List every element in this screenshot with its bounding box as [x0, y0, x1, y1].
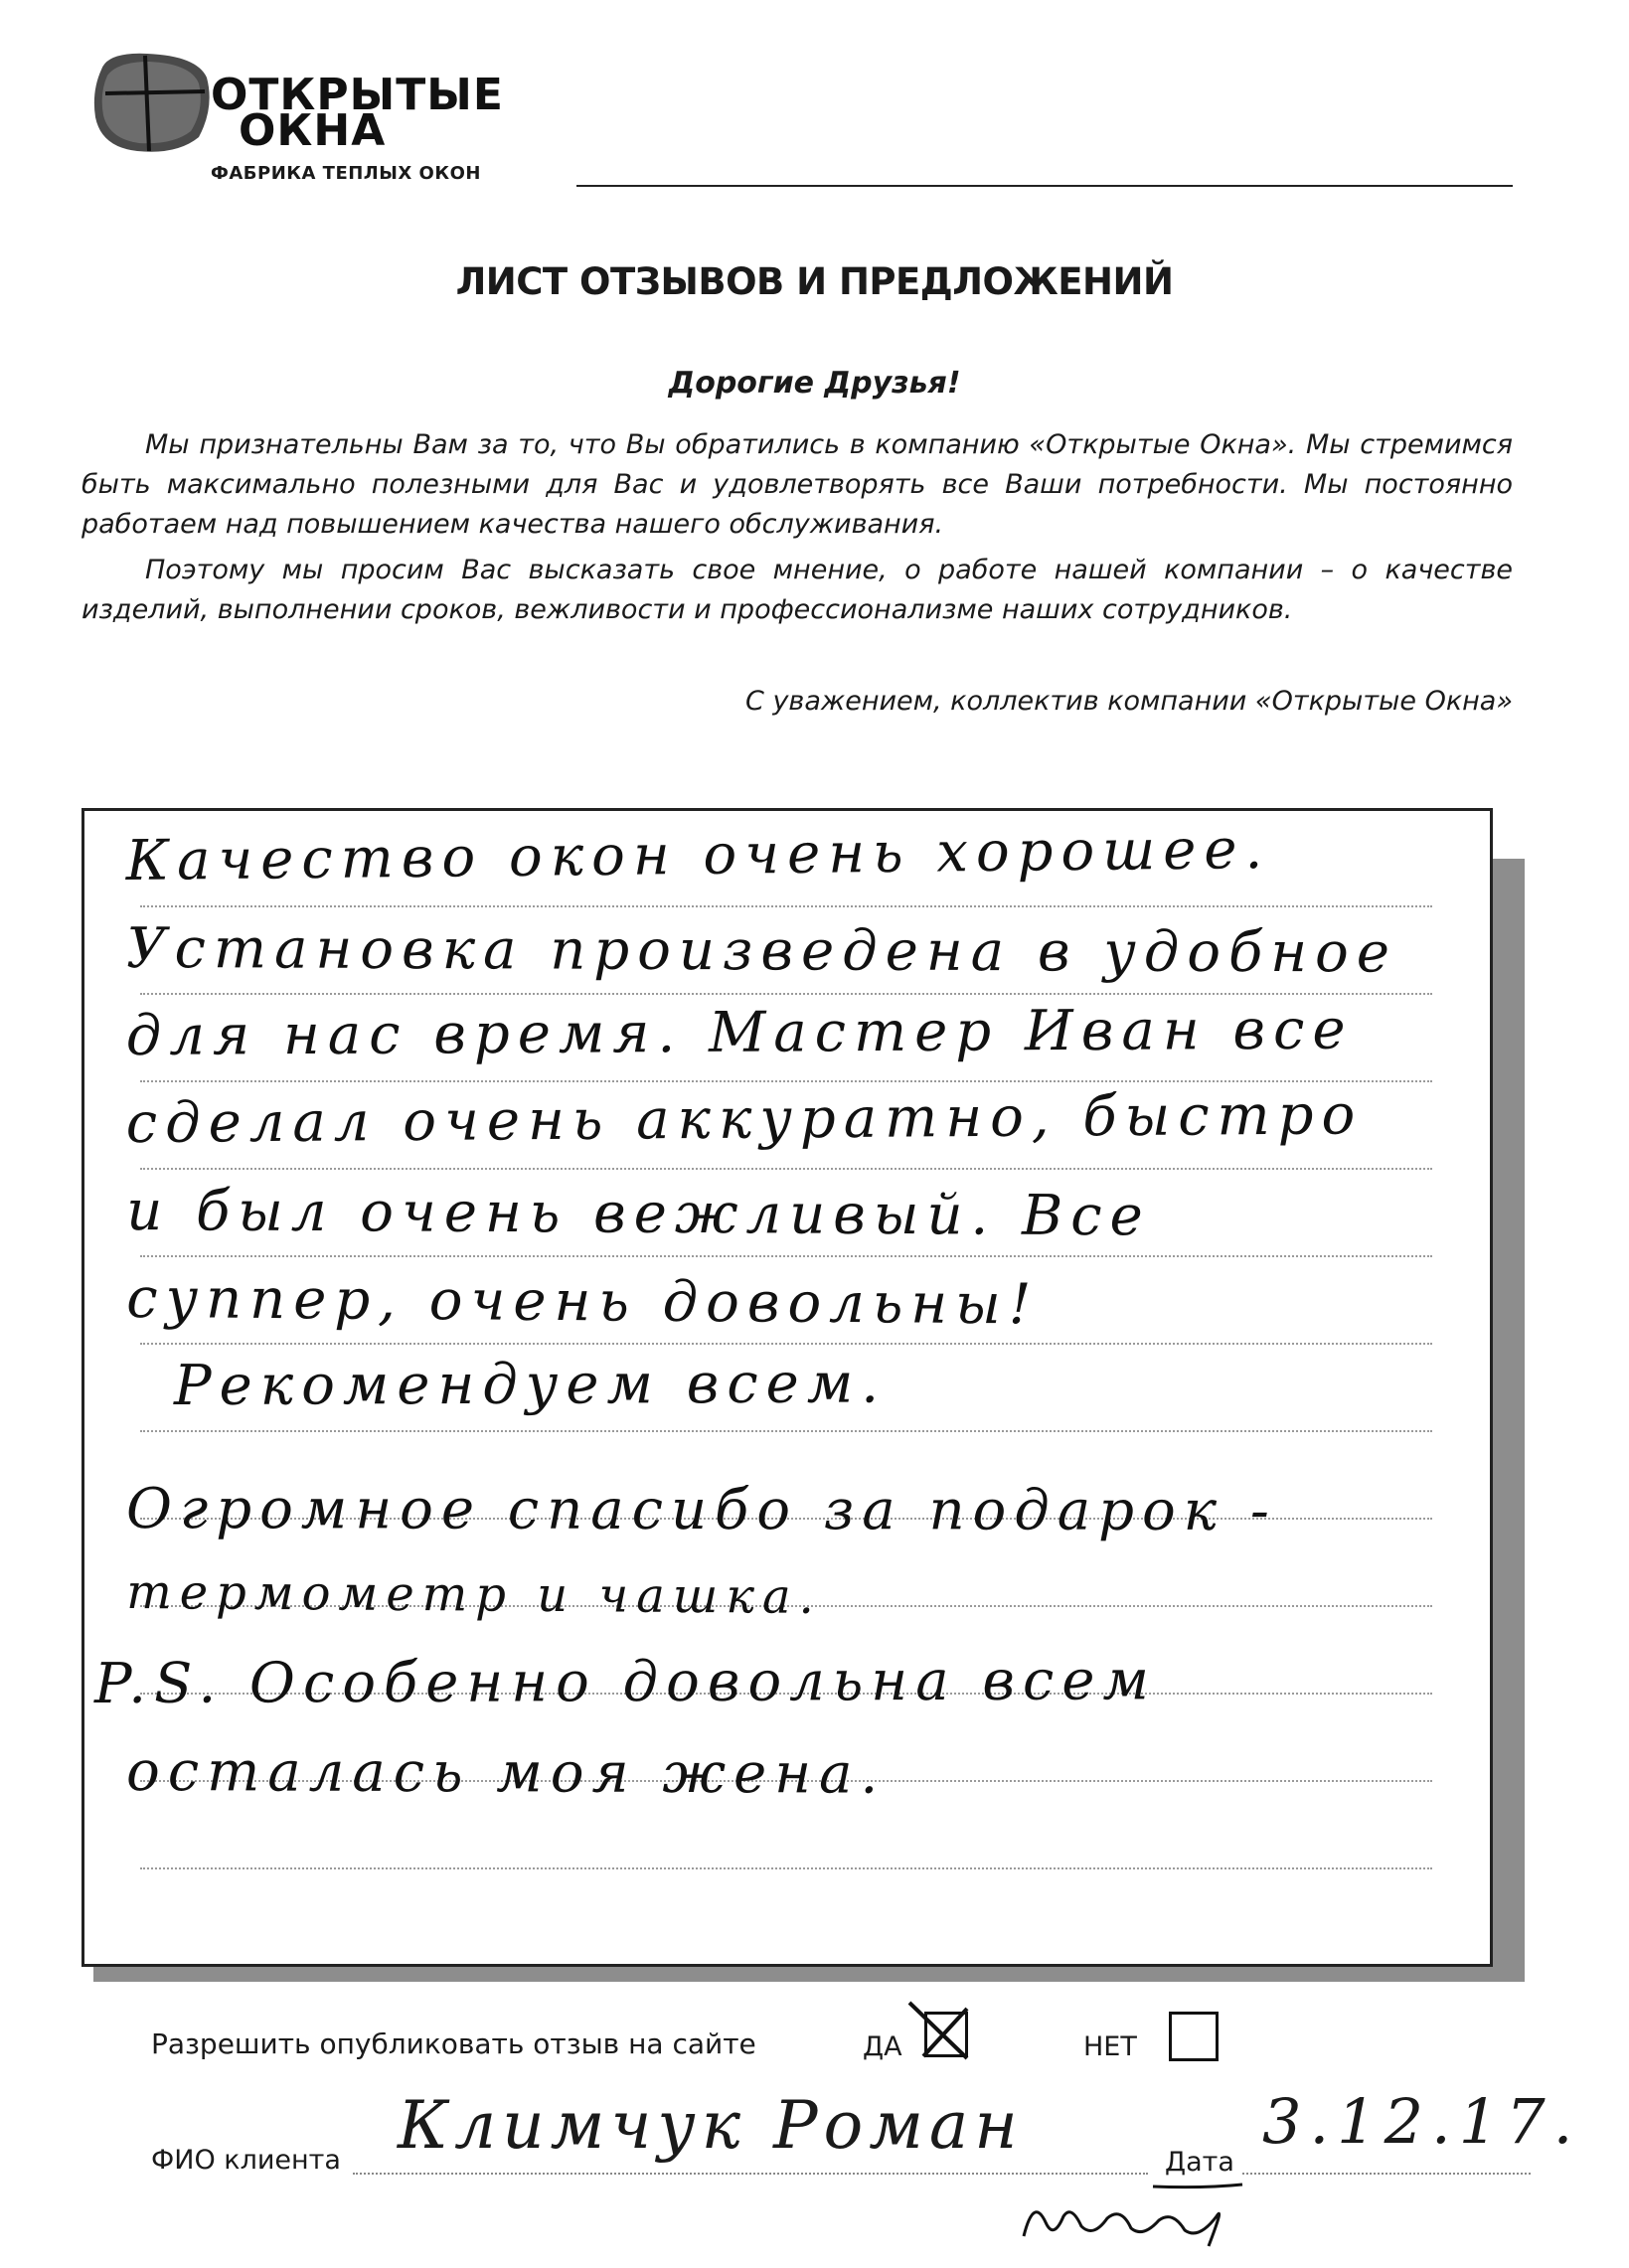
client-name-field[interactable]: Климчук Роман	[398, 2087, 1024, 2164]
intro-paragraph-1: Мы признательны Вам за то, что Вы обратились в компанию «Открытые Окна». Мы стремимся быть максимально полезными для Вас и удовлетворять все Ваши потребности. Мы постоянно работаем над повышением качества нашего обслуживания.	[81, 429, 1513, 540]
client-name-label: ФИО клиента	[151, 2145, 341, 2176]
feedback-line: сделал очень аккуратно, быстро	[125, 1082, 1364, 1156]
dotted-line	[140, 905, 1432, 907]
header-divider	[576, 185, 1513, 187]
consent-no-checkbox[interactable]	[1169, 2012, 1219, 2061]
dotted-line	[140, 1080, 1432, 1082]
dotted-line	[140, 1430, 1432, 1432]
feedback-line: суппер, очень довольны!	[126, 1266, 1040, 1338]
feedback-line: Огромное спасибо за подарок -	[126, 1477, 1277, 1544]
logo-text-line-1: ОТКРЫТЫЕ	[211, 70, 504, 120]
check-cross-icon	[927, 2015, 965, 2054]
logo-text-line-2: ОКНА	[239, 105, 387, 156]
feedback-line: и был очень вежливый. Все	[126, 1179, 1151, 1249]
dotted-line	[140, 993, 1432, 995]
consent-yes-label: ДА	[863, 2031, 902, 2062]
consent-yes-checkbox[interactable]	[924, 2012, 968, 2057]
feedback-line: осталась моя жена.	[126, 1739, 887, 1807]
feedback-box[interactable]	[81, 808, 1493, 1967]
client-signature	[1004, 2177, 1262, 2256]
consent-no-label: НЕТ	[1083, 2031, 1137, 2062]
sheet-title: ЛИСТ ОТЗЫВОВ И ПРЕДЛОЖЕНИЙ	[455, 260, 1174, 303]
date-label: Дата	[1165, 2147, 1234, 2178]
date-line	[1242, 2173, 1531, 2175]
dotted-line	[140, 1255, 1432, 1257]
feedback-line: Установка произведена в удобное	[126, 916, 1398, 986]
dotted-line	[140, 1867, 1432, 1869]
feedback-line: Рекомендуем всем.	[173, 1351, 888, 1418]
feedback-line: Качество окон очень хорошее.	[125, 816, 1271, 893]
feedback-line: P.S. Особенно довольна всем	[93, 1648, 1157, 1716]
greeting: Дорогие Друзья!	[668, 366, 961, 401]
client-name-line	[353, 2173, 1148, 2175]
logo-window-icon	[87, 48, 217, 157]
date-field[interactable]: 3.12.17.	[1262, 2085, 1581, 2158]
dotted-line	[140, 1343, 1432, 1345]
feedback-line: термометр и чашка.	[126, 1564, 823, 1625]
signoff: С уважением, коллектив компании «Открытые Окна»	[745, 686, 1513, 717]
intro-paragraph-2: Поэтому мы просим Вас высказать свое мнение, о работе нашей компании – о качестве изделий, выполнении сроков, вежливости и профессионализме наших сотрудников.	[81, 555, 1513, 625]
publish-consent-question: Разрешить опубликовать отзыв на сайте	[151, 2027, 756, 2060]
logo-tagline: ФАБРИКА ТЕПЛЫХ ОКОН	[211, 163, 481, 184]
dotted-line	[140, 1168, 1432, 1170]
feedback-line: для нас время. Мастер Иван все	[125, 997, 1354, 1068]
